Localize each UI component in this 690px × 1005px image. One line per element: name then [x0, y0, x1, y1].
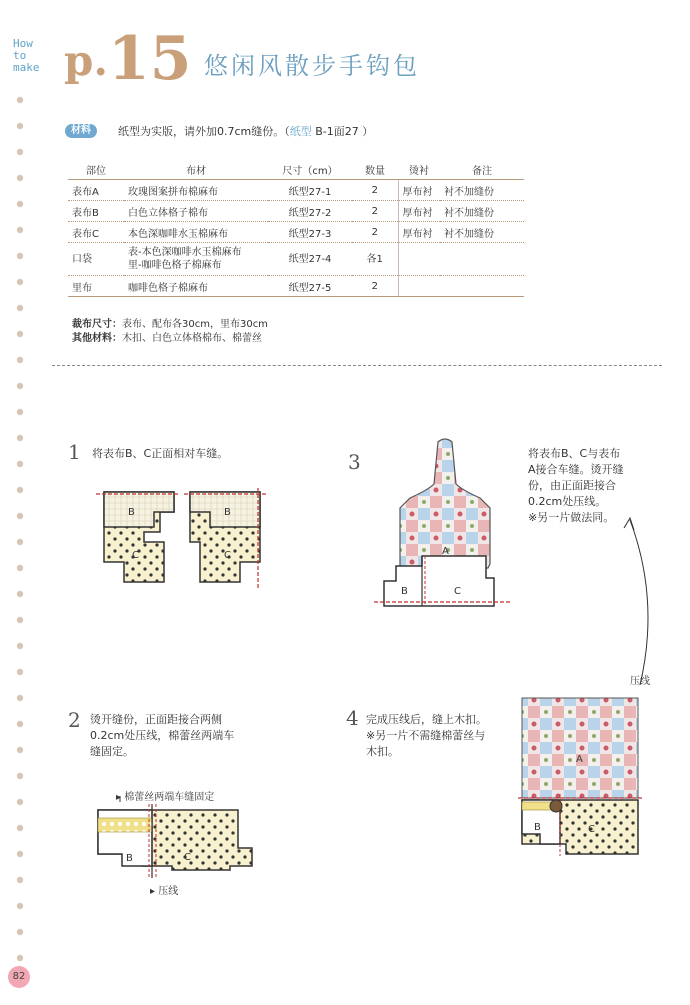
topstitch-label: 压线	[630, 676, 650, 687]
cutting-info: 裁布尺寸：表布、配布各30cm，里布30cm 其他材料：木扣、白色立体格棉布、棉蕾丝	[72, 319, 268, 344]
binding-dot	[17, 695, 23, 701]
binding-dot	[17, 513, 23, 519]
table-row: 表布B 白色立体格子棉布 纸型27-2 2 厚布衬 衬不加缝份	[68, 201, 524, 222]
table-row: 表布C 本色深咖啡水玉棉麻布 纸型27-3 2 厚布衬 衬不加缝份	[68, 222, 524, 243]
topstitch-callout: ▸ 压线	[150, 886, 179, 897]
binding-dot	[17, 851, 23, 857]
binding-dot	[17, 461, 23, 467]
flow-arrow	[600, 500, 670, 690]
label-c: C	[184, 852, 191, 863]
label-c: C	[454, 586, 461, 597]
binding-dot	[17, 877, 23, 883]
table-row: 里布 咖啡色格子棉麻布 纸型27-5 2	[68, 276, 524, 297]
binding-dot	[17, 539, 23, 545]
step-1-number: 1	[68, 440, 81, 464]
page-title: 悠闲风散步手钩包	[204, 52, 420, 80]
materials-table	[68, 159, 524, 297]
label-a: A	[442, 546, 449, 557]
binding-dot	[17, 123, 23, 129]
binding-dot	[17, 799, 23, 805]
step-4-number: 4	[346, 706, 359, 730]
binding-dot	[17, 279, 23, 285]
page-number: 82	[8, 966, 30, 988]
step-1-text: 将表布B、C正面相对车缝。	[92, 447, 229, 460]
step-3-text: 将表布B、C与表布 A接合车缝。烫开缝 份，由正面距接合 0.2cm处压线。 ※另一片做法同。	[528, 447, 624, 524]
binding-dot	[17, 409, 23, 415]
step-4-illustration	[516, 694, 646, 864]
binding-dot	[17, 331, 23, 337]
label-b: B	[534, 822, 541, 833]
binding-dot	[17, 617, 23, 623]
col-part: 部位	[68, 159, 124, 180]
table-row: 表布A 玫瑰图案拼布棉麻布 纸型27-1 2 厚布衬 衬不加缝份	[68, 180, 524, 201]
binding-dot	[17, 435, 23, 441]
binding-dot	[17, 903, 23, 909]
binding-dot	[17, 227, 23, 233]
how-to-make-label: How to make	[13, 37, 40, 74]
col-note: 备注	[440, 159, 524, 180]
binding-dot	[17, 825, 23, 831]
label-c-right: C	[224, 550, 231, 561]
binding-dot	[17, 253, 23, 259]
page-reference: p.15	[64, 24, 192, 94]
label-a: A	[576, 754, 583, 765]
binding-dot	[17, 175, 23, 181]
binding-dots	[0, 0, 40, 1005]
binding-dot	[17, 201, 23, 207]
binding-dot	[17, 305, 23, 311]
label-c: C	[588, 824, 595, 835]
step-4-text: 完成压线后，缝上木扣。 ※另一片不需缝棉蕾丝与 木扣。	[366, 713, 487, 758]
table-row: 口袋 表-本色深咖啡水玉棉麻布 里-咖啡色格子棉麻布 纸型27-4 各1	[68, 243, 524, 276]
step-3-number: 3	[348, 450, 361, 474]
label-b: B	[401, 586, 408, 597]
binding-dot	[17, 643, 23, 649]
binding-dot	[17, 669, 23, 675]
binding-dot	[17, 357, 23, 363]
binding-dot	[17, 929, 23, 935]
binding-dot	[17, 773, 23, 779]
binding-dot	[17, 97, 23, 103]
step-2-number: 2	[68, 708, 81, 732]
materials-note: 纸型为实版，请外加0.7cm缝份。（纸型 B-1面27 ）	[118, 125, 374, 138]
col-size: 尺寸（cm）	[268, 159, 352, 180]
label-c-left: C	[132, 550, 139, 561]
label-b: B	[126, 853, 133, 864]
col-fabric: 布材	[124, 159, 268, 180]
binding-dot	[17, 591, 23, 597]
step-3-illustration	[370, 436, 520, 616]
binding-dot	[17, 565, 23, 571]
lace-callout: ▸ 棉蕾丝两端车缝固定	[116, 792, 215, 803]
table-header	[68, 159, 524, 180]
col-interfacing: 烫衬	[398, 159, 440, 180]
binding-dot	[17, 149, 23, 155]
binding-dot	[17, 747, 23, 753]
materials-tag: 材料	[65, 124, 97, 138]
label-b-right: B	[224, 507, 231, 518]
binding-dot	[17, 721, 23, 727]
label-b-left: B	[128, 507, 135, 518]
binding-dot	[17, 487, 23, 493]
step-2-text: 烫开缝份，正面距接合两侧 0.2cm处压线，棉蕾丝两端车 缝固定。	[90, 713, 235, 758]
col-qty: 数量	[352, 159, 398, 180]
binding-dot	[17, 955, 23, 961]
step-1-illustration	[94, 482, 284, 607]
section-divider	[52, 365, 662, 366]
binding-dot	[17, 383, 23, 389]
